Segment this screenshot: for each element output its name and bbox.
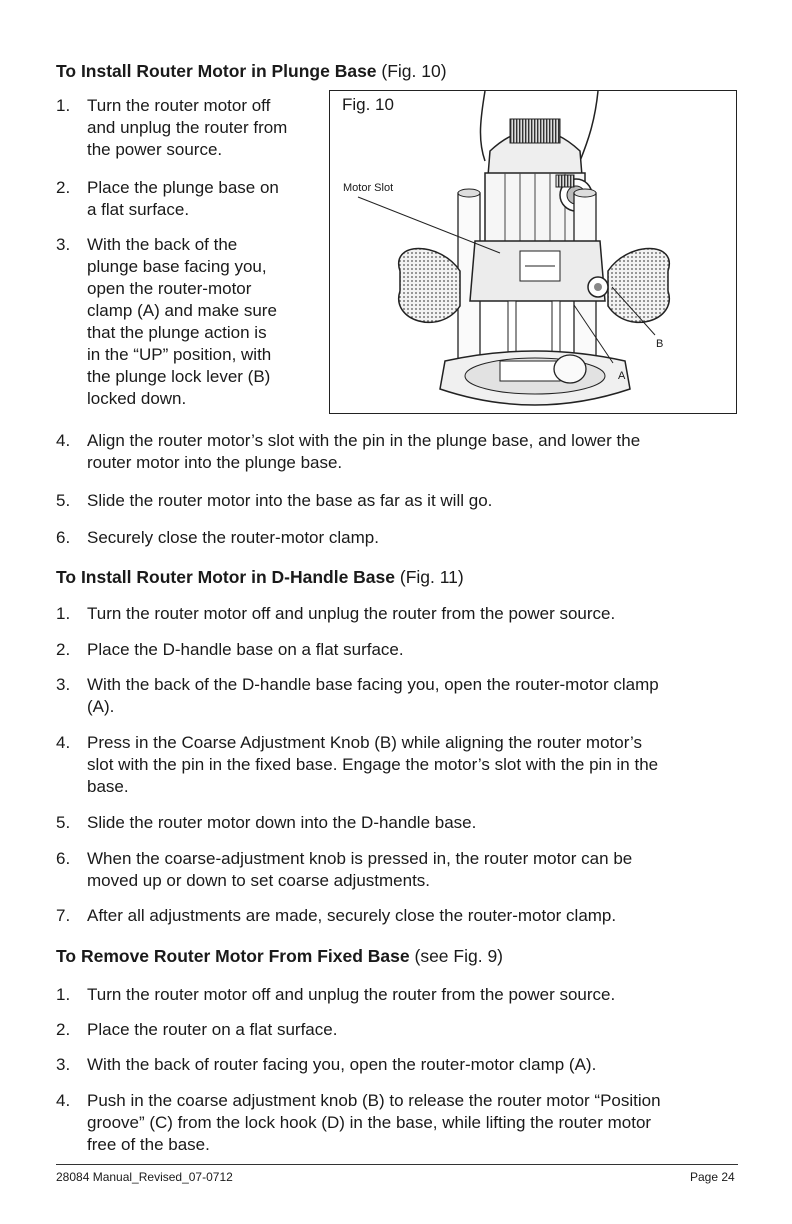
label-a: A — [618, 370, 626, 382]
label-motor-slot: Motor Slot — [343, 182, 394, 194]
label-b: B — [656, 338, 664, 350]
section-heading-plunge-base: To Install Router Motor in Plunge Base (Fig. 10) — [56, 61, 447, 81]
figure-title: Fig. 10 — [342, 95, 394, 114]
router-illustration — [330, 91, 737, 414]
footer-document-id: 28084 Manual_Revised_07-0712 — [56, 1170, 233, 1184]
footer-divider — [56, 1164, 738, 1165]
section-heading-remove-fixed-base: To Remove Router Motor From Fixed Base (see Fig. 9) — [56, 946, 503, 966]
footer-page-number: Page 24 — [690, 1170, 735, 1184]
figure-10 — [329, 90, 737, 414]
section-heading-d-handle-base: To Install Router Motor in D-Handle Base (Fig. 11) — [56, 567, 464, 587]
